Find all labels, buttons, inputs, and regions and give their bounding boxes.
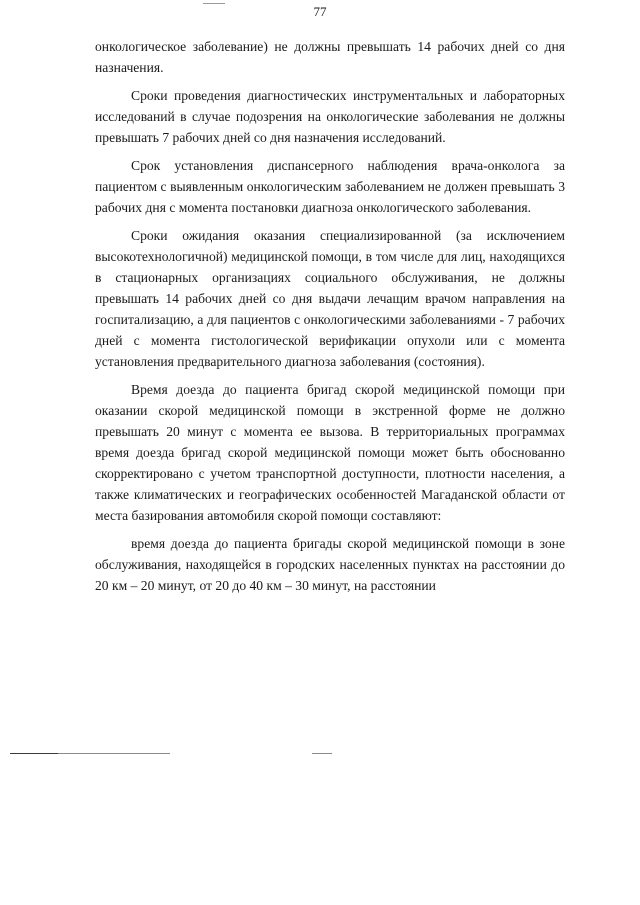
page-number: 77 xyxy=(313,4,327,19)
document-body xyxy=(95,36,565,603)
paragraph: онкологическое заболевание) не должны превышать 14 рабочих дней со дня назначения. xyxy=(95,39,565,75)
paragraph: время доезда до пациента бригады скорой медицинской помощи в зоне обслуживания, находящейся в городских населенных пунктах на расстоянии до 20 км – 20 минут, от 20 до 40 км – 30 минут, на расстоянии xyxy=(95,536,565,593)
paragraph: Время доезда до пациента бригад скорой медицинской помощи при оказании скорой медицинской помощи в экстренной форме не должно превышать 20 минут с момента ее вызова. В территориальных программах время доезда бригад скорой медицинской помощи может быть обоснованно скорректировано с учетом транспортной доступности, плотности населения, а также климатических и географических особенностей Магаданской области от места базирования автомобиля скорой помощи составляют: xyxy=(95,382,565,523)
paragraph: Сроки проведения диагностических инструментальных и лабораторных исследований в случае подозрения на онкологические заболевания не должны превышать 7 рабочих дней со дня назначения исследований. xyxy=(95,88,565,145)
paragraph: Сроки ожидания оказания специализированной (за исключением высокотехнологичной) медицинской помощи, в том числе для лиц, находящихся в стационарных организациях социального обслуживания, не должны превышать 14 рабочих дней со дня выдачи лечащим врачом направления на госпитализацию, а для пациентов с онкологическими заболеваниями - 7 рабочих дней с момента гистологической верификации опухоли или с момента установления предварительного диагноза заболевания (состояния). xyxy=(95,228,565,369)
paragraph: Срок установления диспансерного наблюдения врача-онколога за пациентом с выявленным онкологическим заболеванием не должен превышать 3 рабочих дня с момента постановки диагноза онкологического заболевания. xyxy=(95,158,565,215)
footer-divider xyxy=(10,753,170,754)
footer-divider-short xyxy=(312,753,332,754)
